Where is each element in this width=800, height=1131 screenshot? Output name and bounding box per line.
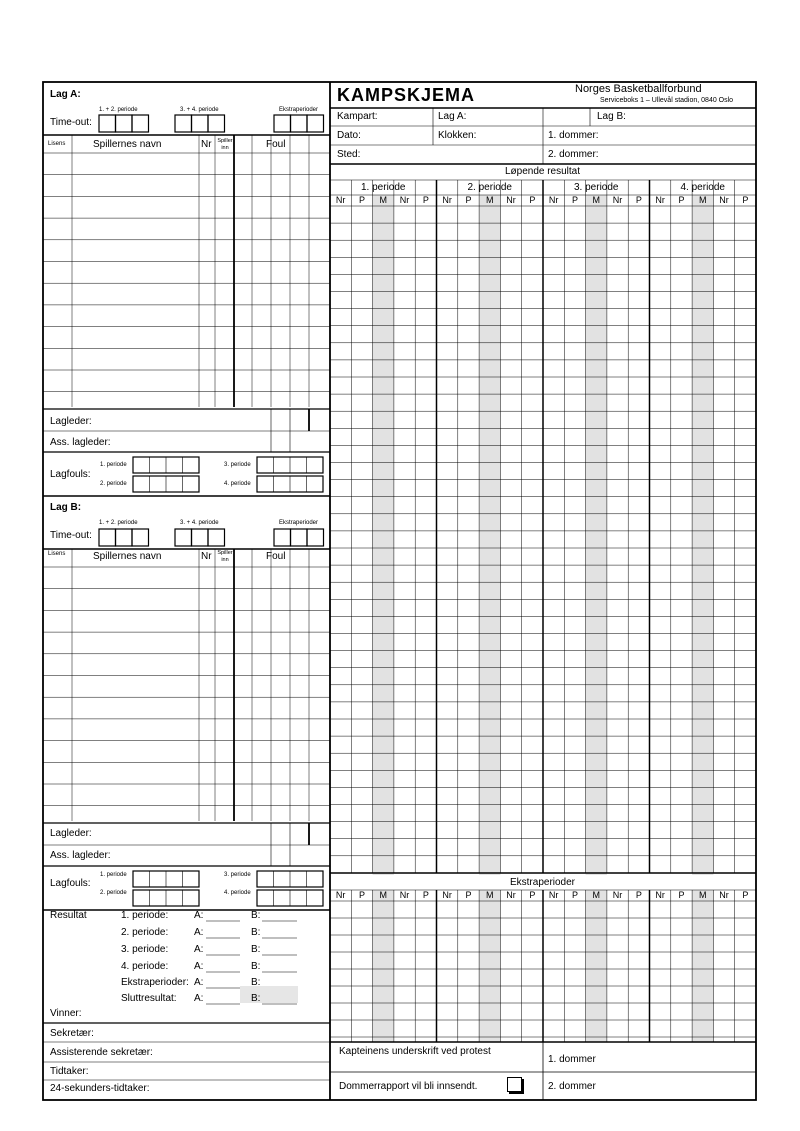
extra-col-p: P xyxy=(571,890,578,900)
org-address: Serviceboks 1 – Ullevål stadion, 0840 Oslo xyxy=(600,97,734,104)
result-row-final: Sluttresultat: xyxy=(121,993,177,1004)
extra-col-nr: Nr xyxy=(612,890,623,900)
extra-col-m: M xyxy=(379,890,387,900)
team-a-label: Lag A: xyxy=(50,89,81,100)
dommer1-label: 1. dommer: xyxy=(548,130,599,141)
team-b-foul-p4: 4. periode xyxy=(224,890,251,896)
result-a-label: A: xyxy=(194,961,204,972)
extra-col-nr: Nr xyxy=(442,890,452,900)
extra-title: Ekstraperioder xyxy=(509,877,576,888)
extra-col-p: P xyxy=(422,890,429,900)
team-a-foul-p3: 3. periode xyxy=(224,462,251,468)
dommerrapport-checkbox[interactable] xyxy=(507,1077,522,1092)
extra-col-nr: Nr xyxy=(335,890,346,900)
extra-col-m: M xyxy=(698,890,707,900)
running-col-m: M xyxy=(379,195,387,205)
team-a-col-name: Spillernes navn xyxy=(93,139,162,150)
running-period-2: 2. periode xyxy=(467,182,512,193)
team-b-timeout-extra: Ekstraperioder xyxy=(279,520,319,526)
kaptein-label: Kapteinens underskrift ved protest xyxy=(339,1046,491,1057)
result-a-label: A: xyxy=(194,910,204,921)
running-col-nr: Nr xyxy=(335,195,346,205)
form-title: KAMPSKJEMA xyxy=(337,85,476,105)
result-b-label: B: xyxy=(251,961,261,972)
team-a-timeout-extra: Ekstraperioder xyxy=(279,107,319,113)
running-col-p: P xyxy=(358,195,365,205)
team-b-col-nr: Nr xyxy=(201,551,212,562)
running-col-p: P xyxy=(529,195,536,205)
extra-col-nr: Nr xyxy=(548,890,559,900)
running-col-nr: Nr xyxy=(612,195,623,205)
running-col-nr: Nr xyxy=(399,195,410,205)
result-label: Resultat xyxy=(50,910,87,921)
team-b-foul-p3: 3. periode xyxy=(224,872,251,878)
running-col-p: P xyxy=(571,195,578,205)
running-col-p: P xyxy=(742,195,749,205)
running-col-nr: Nr xyxy=(719,195,729,205)
result-row-extra: Ekstraperioder: xyxy=(121,977,189,988)
running-col-nr: Nr xyxy=(442,195,452,205)
team-a-col-nr: Nr xyxy=(201,139,212,150)
extra-col-m: M xyxy=(485,890,494,900)
result-b-label: B: xyxy=(251,910,261,921)
klokken-label: Klokken: xyxy=(438,130,477,141)
team-a-lagleder: Lagleder: xyxy=(50,416,92,427)
extra-col-p: P xyxy=(678,890,685,900)
team-b-timeout-p34: 3. + 4. periode xyxy=(180,520,219,526)
extra-col-nr: Nr xyxy=(719,890,729,900)
sekretaer-label: Sekretær: xyxy=(50,1028,94,1039)
result-a-label: A: xyxy=(194,977,204,988)
team-a-foul-p2: 2. periode xyxy=(100,481,127,487)
result-b-label: B: xyxy=(251,944,261,955)
running-col-p: P xyxy=(635,195,642,205)
extra-col-p: P xyxy=(635,890,642,900)
dato-label: Dato: xyxy=(337,130,361,141)
result-row-3: 3. periode: xyxy=(121,944,169,955)
running-title: Løpende resultat xyxy=(504,166,581,177)
team-a-timeout-p34: 3. + 4. periode xyxy=(180,107,219,113)
running-col-m: M xyxy=(592,195,600,205)
extra-col-nr: Nr xyxy=(655,890,665,900)
team-b-timeout-p12: 1. + 2. periode xyxy=(99,520,138,526)
team-a-foul-p1: 1. periode xyxy=(100,462,127,468)
dommer2-label: 2. dommer: xyxy=(548,149,599,160)
running-col-p: P xyxy=(678,195,685,205)
team-b-col-spiller-inn: Spiller inn xyxy=(217,550,233,563)
result-row-2: 2. periode: xyxy=(121,927,169,938)
dommerrapport-label: Dommerrapport vil bli innsendt. xyxy=(339,1081,478,1092)
ass-sekretaer-label: Assisterende sekretær: xyxy=(50,1047,153,1058)
team-b-timeout-label: Time-out: xyxy=(50,530,92,541)
result-b-label: B: xyxy=(251,977,261,988)
extra-col-m: M xyxy=(592,890,600,900)
running-col-nr: Nr xyxy=(655,195,665,205)
team-a-col-spiller-inn: Spiller inn xyxy=(217,138,233,151)
running-col-p: P xyxy=(422,195,429,205)
team-b-ass-lagleder: Ass. lagleder: xyxy=(50,850,111,861)
team-a-timeout-label: Time-out: xyxy=(50,117,92,128)
result-a-label: A: xyxy=(194,927,204,938)
running-col-nr: Nr xyxy=(506,195,516,205)
running-col-m: M xyxy=(698,195,707,205)
extra-col-p: P xyxy=(358,890,365,900)
vinner-label: Vinner: xyxy=(50,1008,82,1019)
team-a-col-lisens: Lisens xyxy=(48,141,66,147)
team-b-foul-p2: 2. periode xyxy=(100,890,127,896)
sted-label: Sted: xyxy=(337,149,361,160)
running-col-nr: Nr xyxy=(548,195,559,205)
running-period-4: 4. periode xyxy=(680,182,725,193)
lag-b-header-label: Lag B: xyxy=(597,111,626,122)
extra-col-nr: Nr xyxy=(399,890,410,900)
running-period-3: 3. periode xyxy=(574,182,619,193)
extra-col-p: P xyxy=(742,890,749,900)
footer-dommer2: 2. dommer xyxy=(548,1081,596,1092)
lag-a-header-label: Lag A: xyxy=(438,111,467,122)
result-b-label: B: xyxy=(251,993,261,1004)
tjuefire-label: 24-sekunders-tidtaker: xyxy=(50,1083,150,1094)
running-period-1: 1. periode xyxy=(361,182,406,193)
team-b-label: Lag B: xyxy=(50,502,82,513)
extra-col-p: P xyxy=(529,890,536,900)
result-row-1: 1. periode: xyxy=(121,910,169,921)
team-b-lagleder: Lagleder: xyxy=(50,828,92,839)
team-a-foul-p4: 4. periode xyxy=(224,481,251,487)
footer-dommer1: 1. dommer xyxy=(548,1054,596,1065)
kampart-label: Kampart: xyxy=(337,111,378,122)
result-a-label: A: xyxy=(194,993,204,1004)
team-a-col-foul: Foul xyxy=(266,139,286,150)
team-b-col-foul: Foul xyxy=(266,551,286,562)
result-b-label: B: xyxy=(251,927,261,938)
team-b-lagfouls: Lagfouls: xyxy=(50,878,91,889)
team-a-lagfouls: Lagfouls: xyxy=(50,469,91,480)
team-a-timeout-p12: 1. + 2. periode xyxy=(99,107,138,113)
extra-col-nr: Nr xyxy=(506,890,516,900)
extra-col-p: P xyxy=(465,890,472,900)
tidtaker-label: Tidtaker: xyxy=(50,1066,89,1077)
org-name: Norges Basketballforbund xyxy=(575,83,702,95)
team-b-foul-p1: 1. periode xyxy=(100,872,127,878)
result-a-label: A: xyxy=(194,944,204,955)
team-a-ass-lagleder: Ass. lagleder: xyxy=(50,437,111,448)
team-b-col-lisens: Lisens xyxy=(48,551,66,557)
result-row-4: 4. periode: xyxy=(121,961,169,972)
running-col-p: P xyxy=(465,195,472,205)
running-col-m: M xyxy=(485,195,494,205)
team-b-col-name: Spillernes navn xyxy=(93,551,162,562)
